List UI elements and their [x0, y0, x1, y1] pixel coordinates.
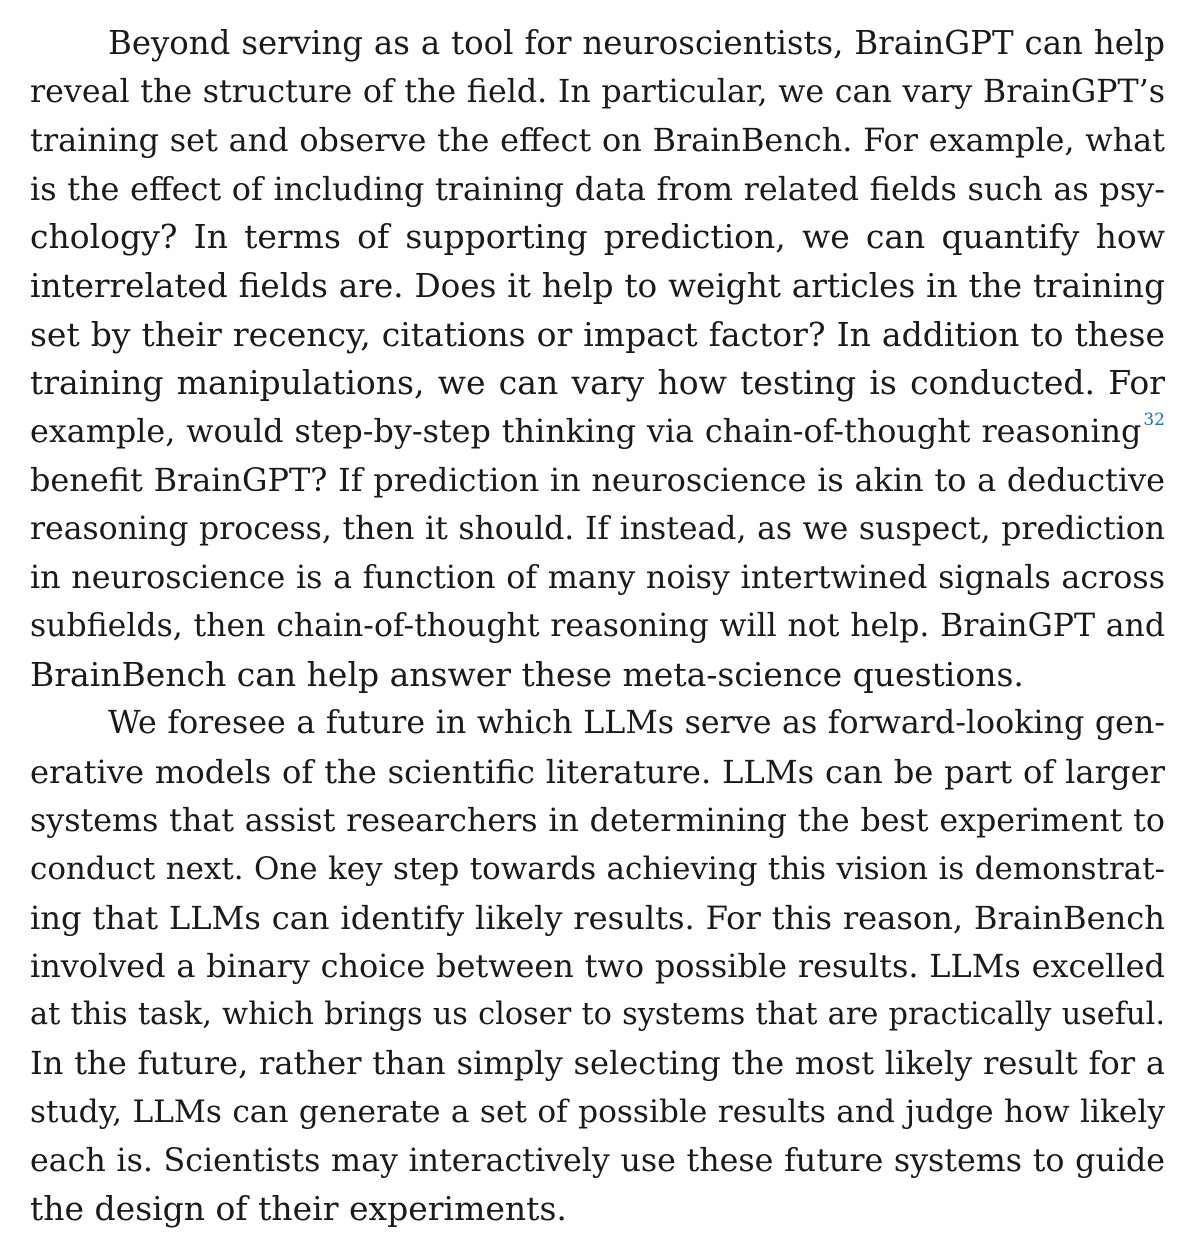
text-line: interrelated fields are. Does it help to weight articles in the training	[30, 266, 1165, 305]
text-line: erative models of the scientific literature. LLMs can be part of larger	[30, 752, 1165, 791]
text-line: ing that LLMs can identify likely results. For this reason, BrainBench	[30, 898, 1165, 937]
text-line: benefit BrainGPT? If prediction in neuroscience is akin to a deductive	[30, 461, 1165, 500]
text-line: example, would step-by-step thinking via chain-of-thought reasoning	[30, 412, 1142, 450]
text-line: training set and observe the effect on BrainBench. For example, what	[30, 121, 1165, 160]
body-text	[30, 19, 1165, 1234]
text-line: each is. Scientists may interactively use these future systems to guide	[30, 1142, 1165, 1179]
paragraph-meta-science	[30, 19, 1165, 699]
citation-link[interactable]: 32	[1143, 409, 1165, 430]
text-line: at this task, which brings us closer to systems that are practically useful.	[30, 996, 1165, 1032]
text-line: in neuroscience is a function of many noisy intertwined signals across	[30, 559, 1165, 596]
paragraph-future-vision	[30, 699, 1165, 1234]
text-line: training manipulations, we can vary how testing is conducted. For	[30, 363, 1165, 403]
text-line: reasoning process, then it should. If instead, as we suspect, prediction	[30, 510, 1165, 547]
text-line: is the effect of including training data from related fields such as psy-	[30, 169, 1165, 208]
text-line: subfields, then chain-of-thought reasoning will not help. BrainGPT and	[30, 608, 1165, 645]
text-line: reveal the structure of the field. In particular, we can vary BrainGPT’s	[30, 73, 1165, 110]
text-line: the design of their experiments.	[30, 1189, 567, 1229]
text-line: study, LLMs can generate a set of possible results and judge how likely	[30, 1094, 1165, 1131]
text-line: conduct next. One key step towards achieving this vision is demonstrat-	[30, 851, 1165, 888]
text-line: chology? In terms of supporting prediction, we can quantify how	[30, 217, 1165, 257]
text-line-with-citation	[30, 408, 1165, 457]
text-line: set by their recency, citations or impact factor? In addition to these	[30, 314, 1165, 354]
text-line: We foresee a future in which LLMs serve as forward-looking gen-	[108, 705, 1165, 742]
text-line: involved a binary choice between two possible results. LLMs excelled	[30, 947, 1165, 986]
text-line: In the future, rather than simply selecting the most likely result for a	[30, 1044, 1165, 1083]
text-line: Beyond serving as a tool for neuroscientists, BrainGPT can help	[108, 24, 1165, 62]
text-line: BrainBench can help answer these meta-science questions.	[30, 654, 1024, 694]
text-line: systems that assist researchers in determining the best experiment to	[30, 802, 1165, 839]
